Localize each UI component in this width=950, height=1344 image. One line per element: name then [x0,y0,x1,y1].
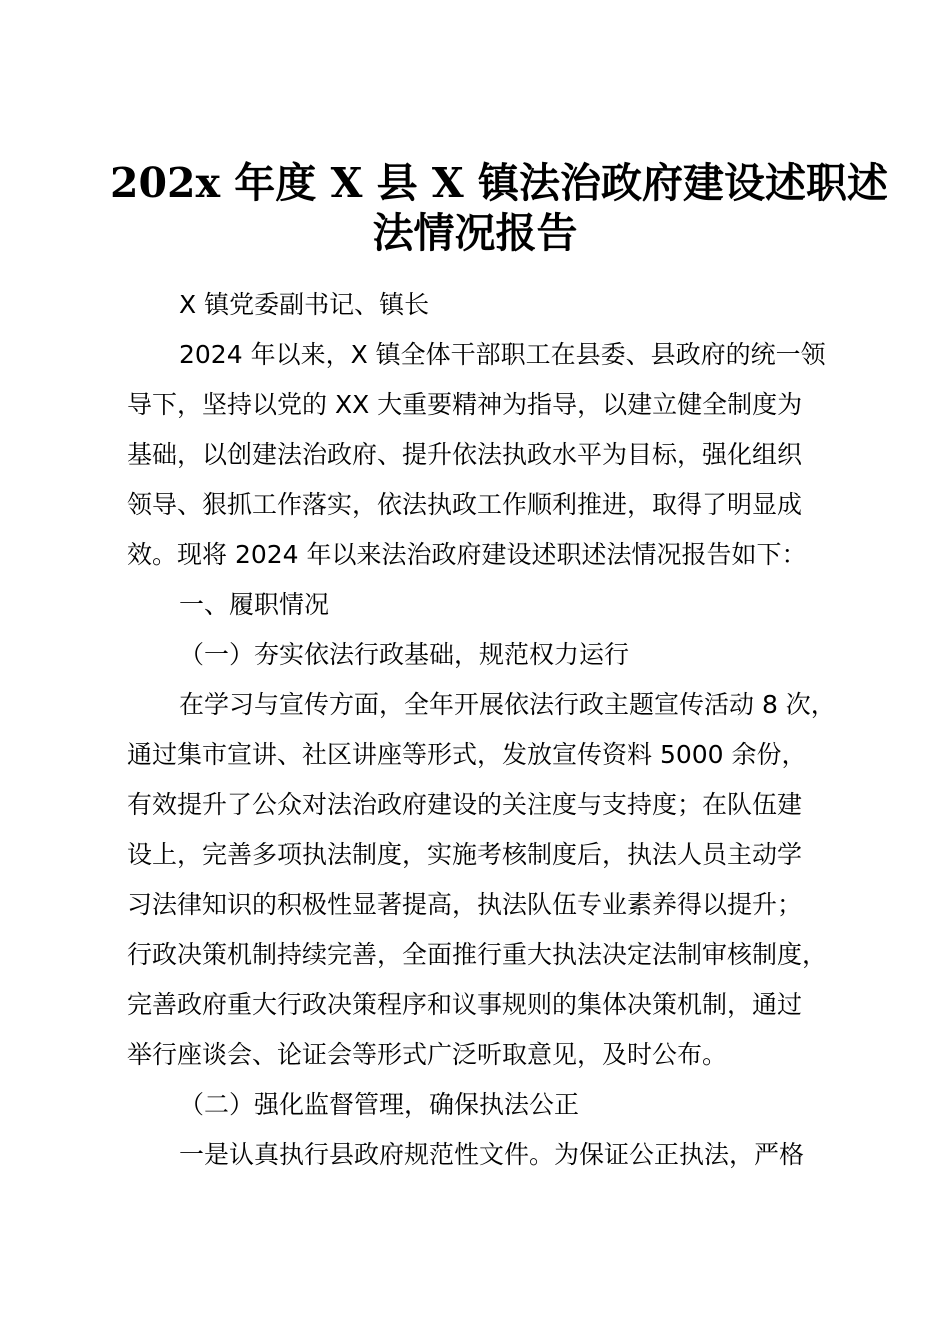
title-line-1: 202x 年度 X 县 X 镇法治政府建设述职述 [110,159,889,207]
section-heading: 一、履职情况 [179,590,330,619]
body-line: 行政决策机制持续完善，全面推行重大执法决定法制审核制度， [127,940,828,969]
body-line: 设上，完善多项执法制度，实施考核制度后，执法人员主动学 [127,840,803,869]
title-line-2: 法情况报告 [372,209,578,257]
author-line: X 镇党委副书记、镇长 [179,290,430,319]
body-line: 一是认真执行县政府规范性文件。为保证公正执法，严格 [179,1140,805,1169]
body-line: 完善政府重大行政决策程序和议事规则的集体决策机制，通过 [127,990,803,1019]
body-line: 导下，坚持以党的 XX 大重要精神为指导，以建立健全制度为 [127,390,803,419]
body-line: 领导、狠抓工作落实，依法执政工作顺利推进，取得了明显成 [127,490,803,519]
document-title [110,158,889,258]
body-line: 2024 年以来，X 镇全体干部职工在县委、县政府的统一领 [179,340,826,369]
body-line: 效。现将 2024 年以来法治政府建设述职述法情况报告如下： [127,540,807,569]
subsection-heading: （二）强化监督管理，确保执法公正 [179,1090,580,1119]
body-line: 有效提升了公众对法治政府建设的关注度与支持度；在队伍建 [127,790,803,819]
body-line: 举行座谈会、论证会等形式广泛听取意见，及时公布。 [127,1040,728,1069]
body-line: 基础，以创建法治政府、提升依法执政水平为目标，强化组织 [127,440,803,469]
body-line: 在学习与宣传方面，全年开展依法行政主题宣传活动 8 次， [179,690,836,719]
body-line: 习法律知识的积极性显著提高，执法队伍专业素养得以提升； [127,890,803,919]
body-line: 通过集市宣讲、社区讲座等形式，发放宣传资料 5000 余份， [127,740,807,769]
document-body [127,280,857,1180]
subsection-heading: （一）夯实依法行政基础，规范权力运行 [179,640,630,669]
